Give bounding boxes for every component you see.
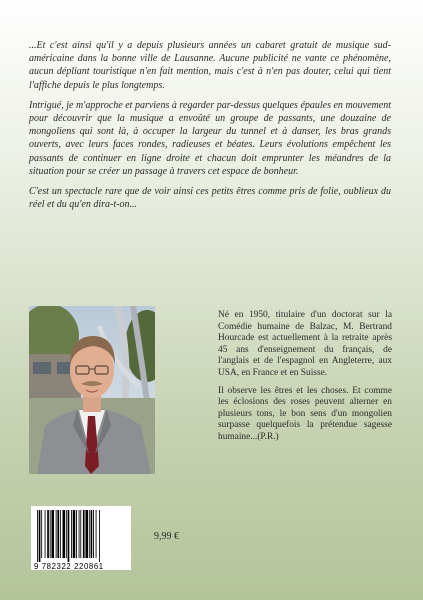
author-photo [29, 306, 155, 474]
blurb-paragraph: Intrigué, je m'approche et parviens à regarder par-dessus quelques épaules en mouvement pour découvrir que la musique a envoûté un groupe de passants, une douzaine de mongoliens qui sont là, à occuper la largeur du tunnel et à danser, les bras grands ouverts, avec leurs faces rondes, radieuses et béates. Leurs évolutions empêchent les passants de continuer en ligne droite et chacun doit emprunter les méandres de la situation pour se créer un passage à travers cet espace de bonheur. [29, 99, 391, 177]
blurb-paragraph: ...Et c'est ainsi qu'il y a depuis plusieurs années un cabaret gratuit de musique sud-américaine dans la bonne ville de Lausanne. Aucune publicité ne vante ce phénomène, aucun dépliant touristique n'en fait mention, mais c'est à n'en pas douter, celui qui tient l'affiche depuis le plus longtemps. [29, 40, 391, 91]
barcode-icon [31, 506, 131, 562]
author-portrait-icon [29, 306, 155, 474]
price-label: 9,99 € [154, 531, 179, 542]
isbn-barcode [31, 506, 131, 570]
bio-paragraph: Il observe les êtres et les choses. Et comme les éclosions des roses peuvent alterner en plusieurs tons, le bon sens d'un mongolien surpasse quelquefois la prétendue sagesse humaine...(P.R.) [218, 385, 392, 442]
blurb-paragraph: C'est un spectacle rare que de voir ainsi ces petits êtres comme pris de folie, oublieux du réel et du qu'en dira-t-on... [29, 186, 391, 211]
bio-paragraph: Né en 1950, titulaire d'un doctorat sur la Comédie humaine de Balzac, M. Bertrand Hourcade est actuellement à la retraite après 45 ans d'enseignement du français, de l'anglais et de l'espagnol en Angleterre, aux USA, en France et en Suisse. [218, 310, 392, 378]
barcode-digits: 9 782322 220861 [34, 562, 104, 571]
back-cover-blurb [29, 39, 391, 218]
author-bio [218, 310, 392, 450]
